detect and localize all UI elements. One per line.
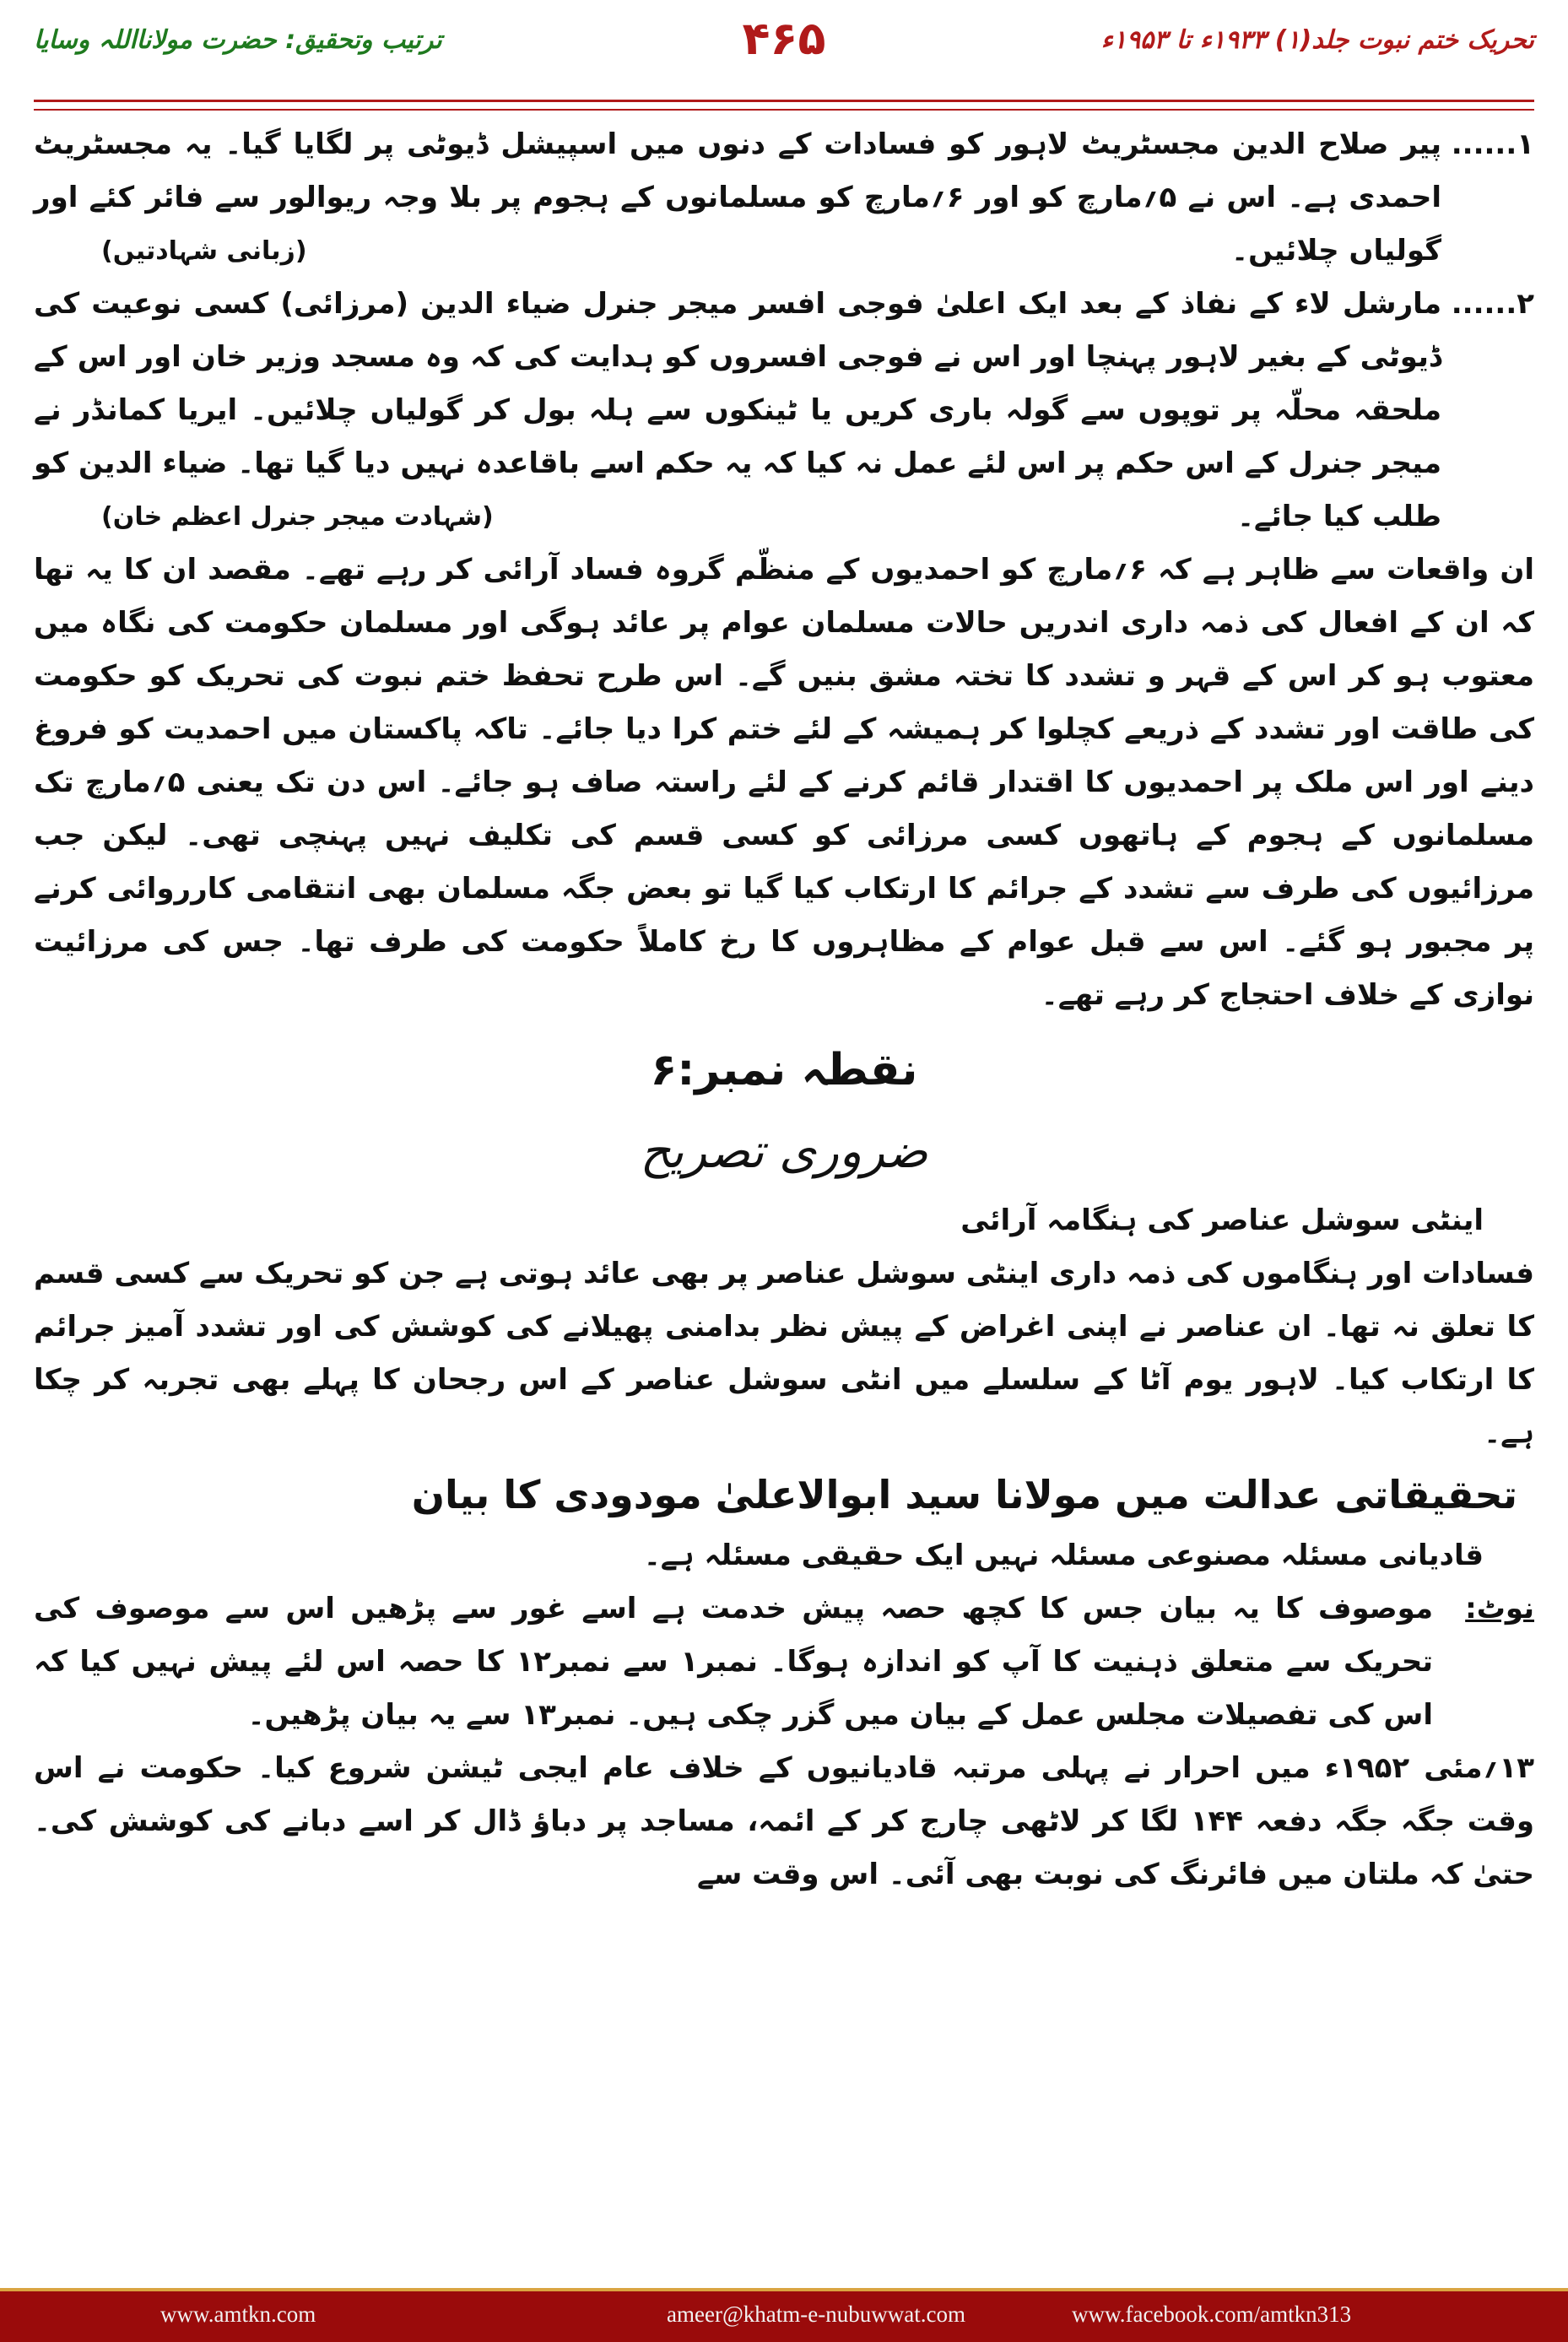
note	[34, 1582, 1534, 1742]
note-text: موصوف کا یہ بیان جس کا کچھ حصہ پیش خدمت ہے اسے غور سے پڑھیں اس سے موصوف کی تحریک سے متعلق ذہنیت کا آپ کو اندازہ ہوگا۔ نمبر۱ سے نمبر۱۲ کا حصہ اس لئے پیش نہیں کیا کہ اس کی تفصیلات مجلس عمل کے بیان میں گزر چکی ہیں۔ نمبر۱۳ سے یہ بیان پڑھیں۔	[34, 1592, 1433, 1732]
section-title: ضروری تصریح	[640, 1124, 928, 1179]
header-divider	[34, 100, 1534, 111]
email-link[interactable]: ameer@khatm-e-nubuwwat.com	[667, 2301, 965, 2327]
page-header	[0, 0, 1568, 93]
page-number: ۴۶۵	[742, 12, 826, 65]
list-item	[34, 118, 1534, 278]
item-number: ۲......	[1451, 287, 1534, 321]
point-heading: نقطہ نمبر:۶	[650, 1045, 918, 1095]
item-text: پیر صلاح الدین مجسٹریٹ لاہور کو فسادات کے دنوں میں اسپیشل ڈیوٹی پر لگایا گیا۔ یہ مجسٹریٹ احمدی ہے۔ اس نے ۵؍مارچ کو اور ۶؍مارچ کو مسلمانوں کے ہجوم پر بلا وجہ ریوالور سے فائر کئے اور گولیاں چلائیں۔	[34, 127, 1442, 268]
note-label: نوٹ:	[1465, 1592, 1534, 1625]
item-number: ۱......	[1451, 127, 1534, 161]
paragraph: فسادات اور ہنگاموں کی ذمہ داری اینٹی سوشل عناصر پر بھی عائد ہوتی ہے جن کو تحریک سے کسی قسم کا تعلق نہ تھا۔ ان عناصر نے اپنی اغراض کے پیش نظر بدامنی پھیلانے کی کوشش کی اور تشدد آمیز جرائم کا ارتکاب کیا۔ لاہور یوم آٹا کے سلسلے میں انٹی سوشل عناصر کے اس رجحان کا پہلے بھی تجربہ کر چکا ہے۔	[34, 1257, 1534, 1450]
item-text: مارشل لاء کے نفاذ کے بعد ایک اعلیٰ فوجی افسر میجر جنرل ضیاء الدین (مرزائی) کسی نوعیت کی ڈیوٹی کے بغیر لاہور پہنچا اور اس نے فوجی افسروں کو ہدایت کی کہ وہ مسجد وزیر خان اور اس کے ملحقہ محلّہ پر توپوں سے گولہ باری کریں یا ٹینکوں سے ہلہ بول کر گولیاں چلائیں۔ ایریا کمانڈر نے میجر جنرل کے اس حکم پر اس لئے عمل نہ کیا کہ یہ حکم اسے باقاعدہ نہیں دیا گیا تھا۔ ضیاء الدین کو طلب کیا جائے۔	[34, 287, 1441, 533]
statement-heading: تحقیقاتی عدالت میں مولانا سید ابوالاعلیٰ مودودی کا بیان	[411, 1472, 1517, 1517]
facebook-link[interactable]: www.facebook.com/amtkn313	[1072, 2301, 1352, 2327]
page-body	[34, 118, 1534, 1901]
sub-heading: اینٹی سوشل عناصر کی ہنگامہ آرائی	[960, 1203, 1484, 1237]
book-title: تحریک ختم نبوت جلد(۱) ۱۹۳۳ء تا ۱۹۵۳ء	[1100, 25, 1534, 55]
item-source: (شہادت میجر جنرل اعظم خان)	[101, 502, 494, 532]
statement-subtitle: قادیانی مسئلہ مصنوعی مسئلہ نہیں ایک حقیقی مسئلہ ہے۔	[643, 1539, 1484, 1572]
compiler-credit: ترتیب وتحقیق: حضرت مولانااللہ وسایا	[34, 25, 442, 55]
list-item	[34, 278, 1534, 544]
website-link[interactable]: www.amtkn.com	[160, 2301, 316, 2327]
page-footer	[0, 2291, 1568, 2342]
paragraph: ان واقعات سے ظاہر ہے کہ ۶؍مارچ کو احمدیوں کے منظّم گروہ فساد آرائی کر رہے تھے۔ مقصد ان کا یہ تھا کہ ان کے افعال کی ذمہ داری اندریں حالات مسلمان عوام پر عائد ہوگی اور مسلمان حکومت کی نگاہ میں معتوب ہو کر اس کے قہر و تشدد کا تختہ مشق بنیں گے۔ اس طرح تحفظ ختم نبوت کی تحریک کو حکومت کی طاقت اور تشدد کے ذریعے کچلوا کر ہمیشہ کے لئے ختم کرا دیا جائے۔ تاکہ پاکستان میں احمدیت کو فروغ دینے اور اس ملک پر احمدیوں کا اقتدار قائم کرنے کے لئے راستہ صاف ہو جائے۔ اس دن تک یعنی ۵؍مارچ تک مسلمانوں کے ہجوم کے ہاتھوں کسی مرزائی کو کسی قسم کی تکلیف نہیں پہنچی تھی۔ لیکن جب مرزائیوں کی طرف سے تشدد کے جرائم کا ارتکاب کیا گیا تو بعض جگہ مسلمان بھی انتقامی کارروائی کرنے پر مجبور ہو گئے۔ اس سے قبل عوام کے مظاہروں کا رخ کاملاً حکومت کی طرف تھا۔ جس کی مرزائیت نوازی کے خلاف احتجاج کر رہے تھے۔	[34, 553, 1534, 1012]
item-source: (زبانی شہادتیں)	[101, 236, 307, 266]
paragraph: ۱۳؍مئی ۱۹۵۲ء میں احرار نے پہلی مرتبہ قادیانیوں کے خلاف عام ایجی ٹیشن شروع کیا۔ حکومت نے اس وقت جگہ جگہ دفعہ ۱۴۴ لگا کر لاٹھی چارج کر کے ائمہ، مساجد پر دباؤ ڈال کر اسے دبانے کی کوشش کی۔ حتیٰ کہ ملتان میں فائرنگ کی نوبت بھی آئی۔ اس وقت سے	[34, 1751, 1534, 1891]
